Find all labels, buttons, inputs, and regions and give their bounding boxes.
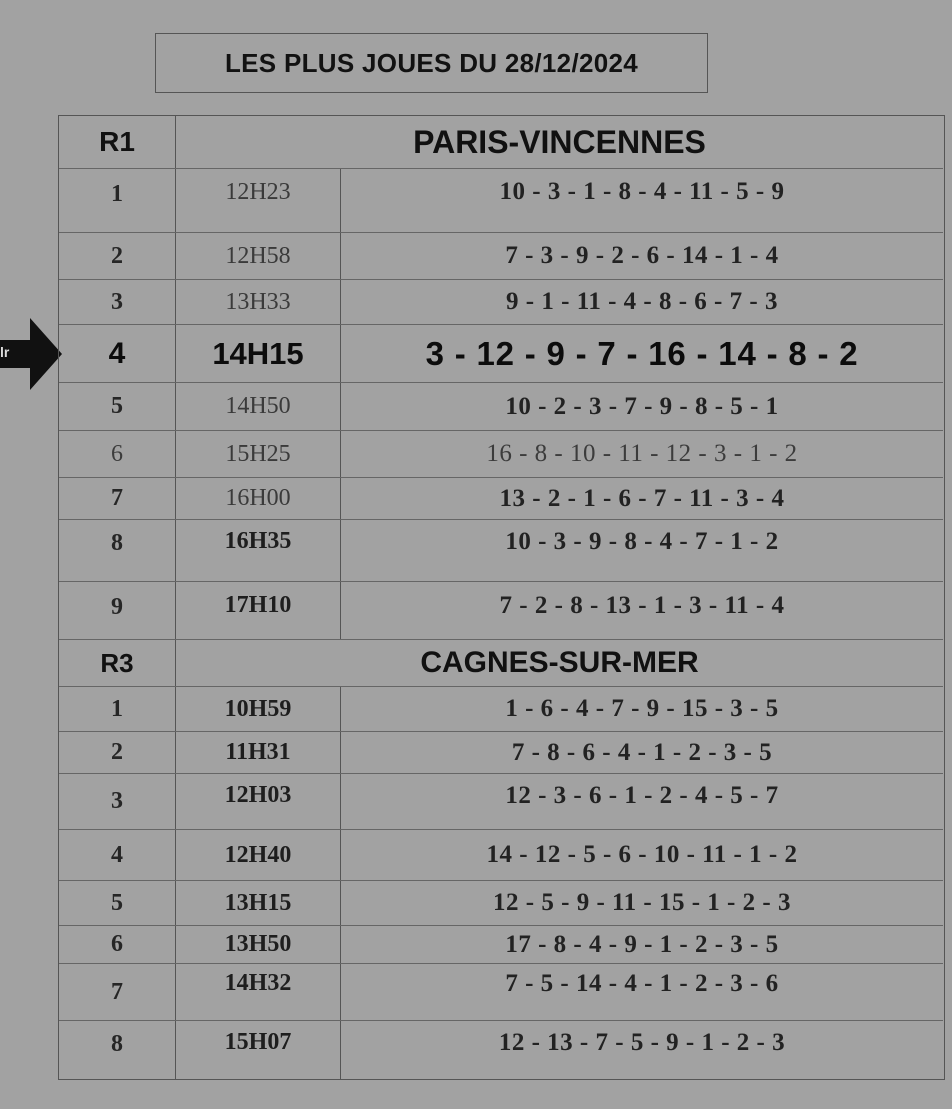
table-row <box>59 582 943 640</box>
table-row <box>59 687 943 732</box>
race-time: 12H23 <box>176 169 341 232</box>
table-row <box>59 881 943 926</box>
table-row <box>59 774 943 830</box>
race-number: 4 <box>59 325 176 382</box>
venue-name: PARIS-VINCENNES <box>413 123 706 160</box>
race-numbers: 17 - 8 - 4 - 9 - 1 - 2 - 3 - 5 <box>505 930 779 958</box>
race-number: 3 <box>59 280 176 324</box>
race-number: 5 <box>59 881 176 925</box>
race-numbers: 12 - 5 - 9 - 11 - 15 - 1 - 2 - 3 <box>493 889 791 916</box>
arrow-label: lr <box>0 344 10 360</box>
race-numbers: 16 - 8 - 10 - 11 - 12 - 3 - 1 - 2 <box>486 440 798 467</box>
race-number: 7 <box>59 478 176 519</box>
table-row <box>59 383 943 431</box>
race-number: 3 <box>59 774 176 829</box>
race-numbers: 14 - 12 - 5 - 6 - 10 - 11 - 1 - 2 <box>486 841 798 868</box>
race-numbers: 12 - 3 - 6 - 1 - 2 - 4 - 5 - 7 <box>505 782 779 809</box>
race-numbers: 1 - 6 - 4 - 7 - 9 - 15 - 3 - 5 <box>505 695 779 722</box>
race-time: 10H59 <box>176 687 341 731</box>
race-numbers: 7 - 8 - 6 - 4 - 1 - 2 - 3 - 5 <box>511 738 773 766</box>
section-header <box>59 640 943 687</box>
race-number: 1 <box>59 169 176 232</box>
section-code: R3 <box>59 640 176 686</box>
table-row <box>59 830 943 881</box>
table-row <box>59 169 943 233</box>
section-code: R1 <box>59 116 176 168</box>
table-row <box>59 478 943 520</box>
venue-name: CAGNES-SUR-MER <box>420 646 699 679</box>
table-row <box>59 926 943 964</box>
race-number: 8 <box>59 1021 176 1079</box>
race-time: 14H50 <box>176 383 341 430</box>
results-table <box>58 115 945 1080</box>
race-time: 14H15 <box>176 325 341 382</box>
race-numbers: 10 - 3 - 1 - 8 - 4 - 11 - 5 - 9 <box>499 178 785 205</box>
race-number: 9 <box>59 582 176 639</box>
race-numbers: 7 - 2 - 8 - 13 - 1 - 3 - 11 - 4 <box>499 592 785 619</box>
race-time: 17H10 <box>176 582 341 639</box>
page-title: LES PLUS JOUES DU 28/12/2024 <box>155 33 708 93</box>
race-time: 15H25 <box>176 431 341 477</box>
race-number: 7 <box>59 964 176 1020</box>
table-row <box>59 964 943 1021</box>
table-row <box>59 431 943 478</box>
race-time: 13H33 <box>176 280 341 324</box>
race-numbers: 13 - 2 - 1 - 6 - 7 - 11 - 3 - 4 <box>499 484 785 512</box>
race-time: 14H32 <box>176 964 341 1020</box>
race-number: 8 <box>59 520 176 581</box>
race-time: 16H35 <box>176 520 341 581</box>
race-numbers: 10 - 3 - 9 - 8 - 4 - 7 - 1 - 2 <box>505 528 779 555</box>
table-row <box>59 1021 943 1079</box>
section-header <box>59 116 943 169</box>
table-row <box>59 280 943 325</box>
race-numbers: 7 - 5 - 14 - 4 - 1 - 2 - 3 - 6 <box>505 970 779 997</box>
race-numbers: 3 - 12 - 9 - 7 - 16 - 14 - 8 - 2 <box>425 334 859 372</box>
race-time: 13H15 <box>176 881 341 925</box>
race-numbers: 7 - 3 - 9 - 2 - 6 - 14 - 1 - 4 <box>505 242 779 269</box>
race-time: 16H00 <box>176 478 341 519</box>
race-numbers: 9 - 1 - 11 - 4 - 8 - 6 - 7 - 3 <box>506 288 778 315</box>
race-time: 12H58 <box>176 233 341 279</box>
table-row <box>59 732 943 774</box>
race-number: 2 <box>59 732 176 773</box>
table-row <box>59 233 943 280</box>
race-number: 2 <box>59 233 176 279</box>
race-number: 5 <box>59 383 176 430</box>
race-number: 6 <box>59 926 176 963</box>
race-number: 4 <box>59 830 176 880</box>
race-numbers: 10 - 2 - 3 - 7 - 9 - 8 - 5 - 1 <box>505 392 779 420</box>
race-number: 6 <box>59 431 176 477</box>
race-time: 13H50 <box>176 926 341 963</box>
race-number: 1 <box>59 687 176 731</box>
table-row-highlighted <box>59 325 943 383</box>
race-time: 11H31 <box>176 732 341 773</box>
table-row <box>59 520 943 582</box>
race-time: 12H03 <box>176 774 341 829</box>
race-time: 12H40 <box>176 830 341 880</box>
race-time: 15H07 <box>176 1021 341 1079</box>
race-numbers: 12 - 13 - 7 - 5 - 9 - 1 - 2 - 3 <box>498 1029 786 1056</box>
